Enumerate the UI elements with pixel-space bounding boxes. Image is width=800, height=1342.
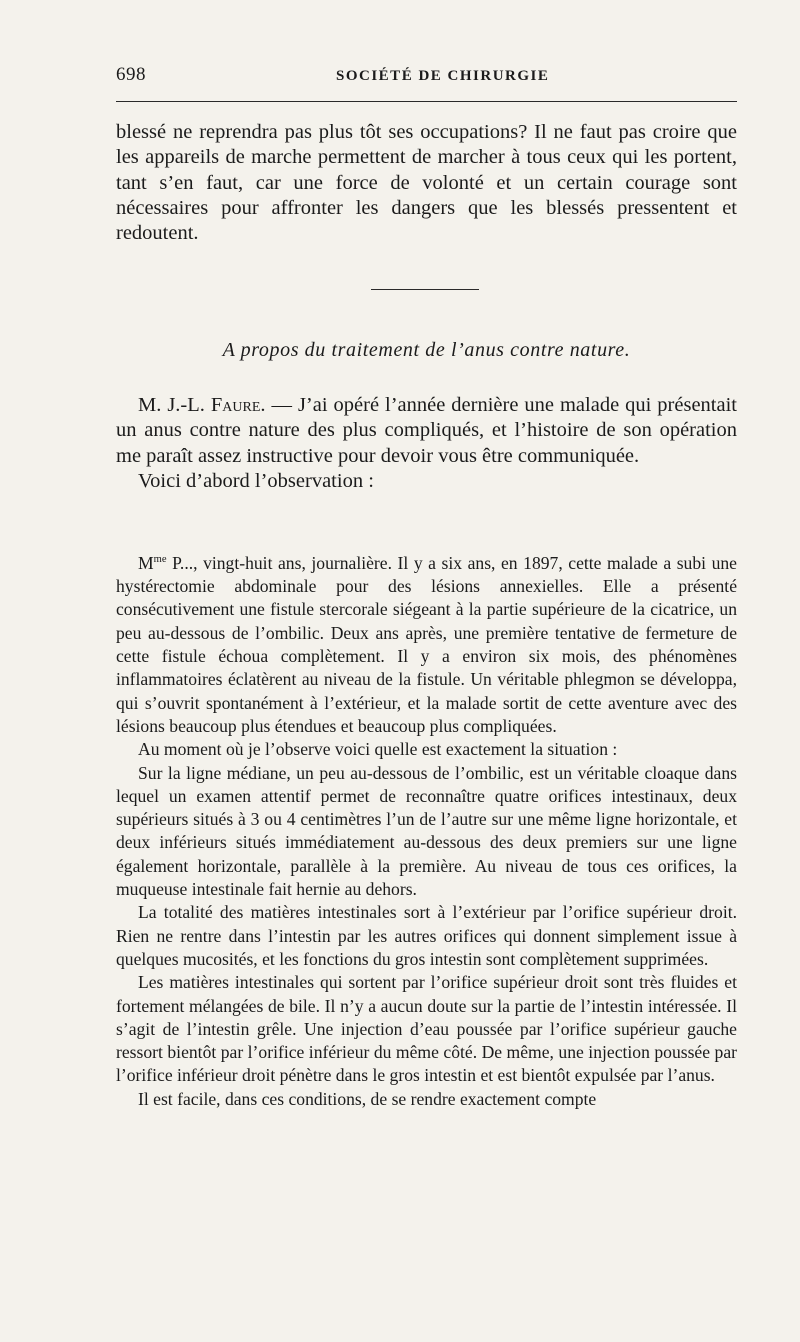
intro-paragraph-block [116,120,737,246]
speech-paragraph [116,393,737,469]
page-number: 698 [116,64,146,85]
observation-paragraph-1 [116,548,737,738]
observation-paragraph-6: Il est facile, dans ces conditions, de se rendre exactement compte [138,1088,597,1109]
speech-block [116,393,737,494]
speech-text: . — J’ai opéré l’année dernière une malade qui présentait un anus contre nature des plus compliqués, et l’histoire de son opération me paraît assez instructive pour devoir vous être communiquée. [116,394,737,467]
observation-paragraph-5: Les matières intestinales qui sortent par l’orifice supérieur droit sont très fluides et fortement mélangées de bile. Il n’y a aucun doute sur la partie de l’intestin intéressée. Il s’agit de l’intestin grêle. Une injection d’eau poussée par l’orifice supérieur gauche ressort bientôt par l’orifice inférieur du même côté. De même, une injection poussée par l’orifice inférieur droit pénètre dans le gros intestin et est bientôt expulsée par l’anus. [116,972,737,1086]
patient-title-sup: me [153,554,167,565]
observation-intro: Voici d’abord l’observation : [138,469,374,492]
speaker-prefix: M. J.-L. [138,394,211,416]
section-title: A propos du traitement de l’anus contre nature. [222,339,631,361]
section-divider [371,289,479,290]
running-head: SOCIÉTÉ DE CHIRURGIE [336,68,550,84]
observation-paragraph-2: Au moment où je l’observe voici quelle est exactement la situation : [138,739,618,760]
speaker-name: Faure [210,394,261,416]
intro-paragraph: blessé ne reprendra pas plus tôt ses occupations? Il ne faut pas croire que les appareils de marche permettent de marcher à tous ceux qui les portent, tant s’en faut, car une force de volonté et un certain courage sont nécessaires pour affronter les dangers que les blessés pressentent et redoutent. [116,121,737,245]
patient-title: M [138,552,154,573]
observation-p1-text: P..., vingt-huit ans, journalière. Il y a six ans, en 1897, cette malade a subi une hystérectomie abdominale pour des lésions annexielles. Elle a présenté consécutivement une fistule stercorale siégeant à la partie supérieure de la cicatrice, un peu au-dessous de l’ombilic. Deux ans après, une première tentative de fermeture de cette fistule échoua complètement. Il y a environ six mois, des phénomènes inflammatoires éclatèrent au niveau de la fistule. Un véritable phlegmon se développa, qui s’ouvrit spontanément à l’extérieur, et la malade sortit de cette aventure avec des lésions beaucoup plus étendues et beaucoup plus compliquées. [116,552,737,736]
observation-paragraph-3: Sur la ligne médiane, un peu au-dessous de l’ombilic, est un véritable cloaque dans lequel un examen attentif permet de reconnaître quatre orifices intestinaux, deux supérieurs situés à 3 ou 4 centimètres l’un de l’autre sur une même ligne horizontale, et deux inférieurs situés immédiatement au-dessous des deux premiers sur une ligne également horizontale, parallèle à la première. Au niveau de tous ces orifices, la muqueuse intestinale fait hernie au dehors. [116,762,737,900]
header-rule [116,101,737,102]
observation-paragraph-4: La totalité des matières intestinales sort à l’extérieur par l’orifice supérieur droit. Rien ne rentre dans l’intestin par les autres orifices qui donnent simplement issue à quelques mucosités, et les fonctions du gros intestin sont complètement supprimées. [116,902,737,969]
observation-block [116,548,737,1111]
page-header [116,64,737,86]
